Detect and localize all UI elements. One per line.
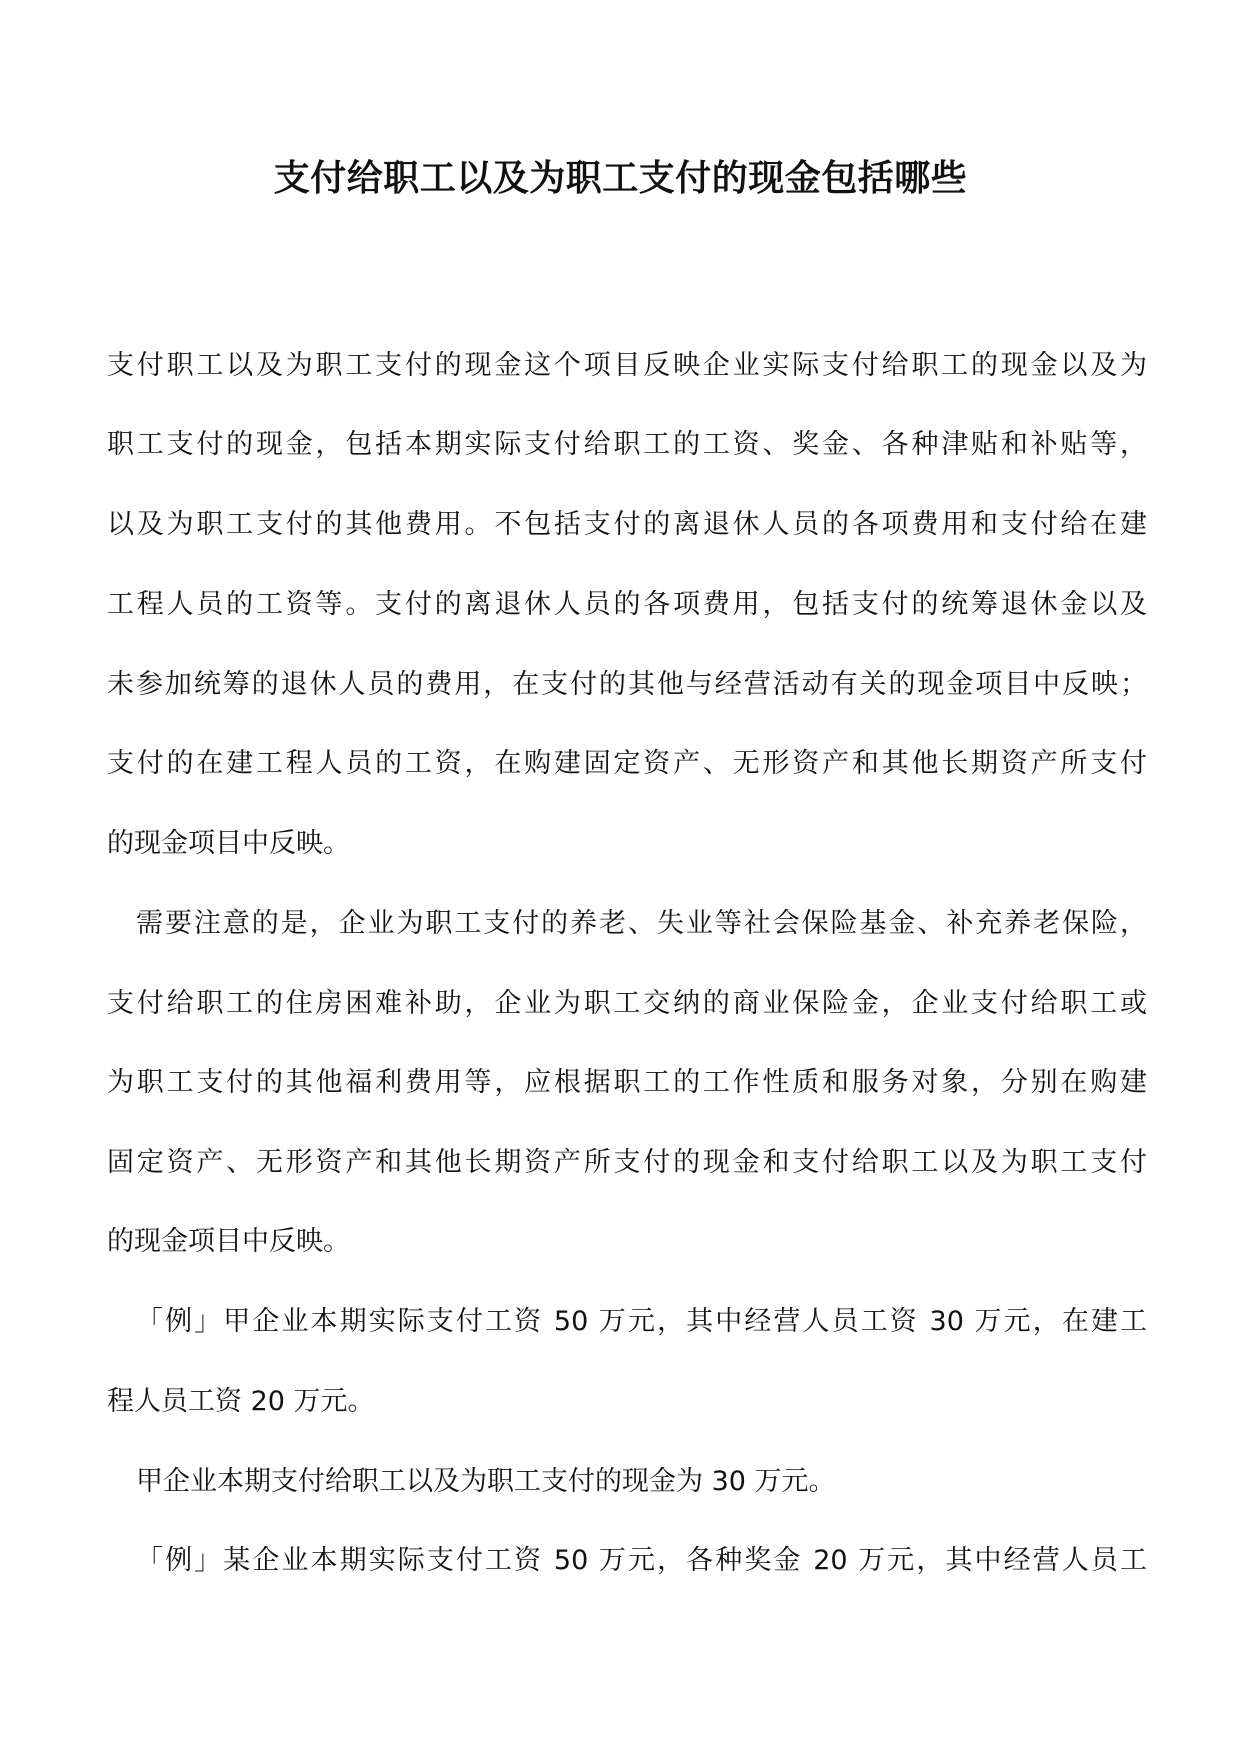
body-line-6: 支付的在建工程人员的工资，在购建固定资产、无形资产和其他长期资产所支付 [107,748,1147,779]
body-line-16: 「例」某企业本期实际支付工资 50 万元，各种奖金 20 万元，其中经营人员工 [136,1545,1147,1576]
body-line-3: 以及为职工支付的其他费用。不包括支付的离退休人员的各项费用和支付给在建 [107,509,1147,540]
body-line-14: 程人员工资 20 万元。 [107,1386,375,1417]
body-line-7: 的现金项目中反映。 [107,828,350,859]
body-line-12: 的现金项目中反映。 [107,1226,350,1257]
body-line-8: 需要注意的是，企业为职工支付的养老、失业等社会保险基金、补充养老保险， [136,908,1147,939]
body-line-1: 支付职工以及为职工支付的现金这个项目反映企业实际支付给职工的现金以及为 [107,350,1147,381]
body-line-9: 支付给职工的住房困难补助，企业为职工交纳的商业保险金，企业支付给职工或 [107,988,1147,1019]
body-line-4: 工程人员的工资等。支付的离退休人员的各项费用，包括支付的统筹退休金以及 [107,589,1147,620]
body-line-13: 「例」甲企业本期实际支付工资 50 万元，其中经营人员工资 30 万元，在建工 [136,1306,1147,1337]
body-line-2: 职工支付的现金，包括本期实际支付给职工的工资、奖金、各种津贴和补贴等， [107,429,1147,460]
body-line-11: 固定资产、无形资产和其他长期资产所支付的现金和支付给职工以及为职工支付 [107,1147,1147,1178]
document-title: 支付给职工以及为职工支付的现金包括哪些 [273,158,968,199]
body-line-10: 为职工支付的其他福利费用等，应根据职工的工作性质和服务对象，分别在购建 [107,1067,1147,1098]
body-line-5: 未参加统筹的退休人员的费用，在支付的其他与经营活动有关的现金项目中反映； [107,669,1147,700]
body-line-15: 甲企业本期支付给职工以及为职工支付的现金为 30 万元。 [136,1466,836,1497]
